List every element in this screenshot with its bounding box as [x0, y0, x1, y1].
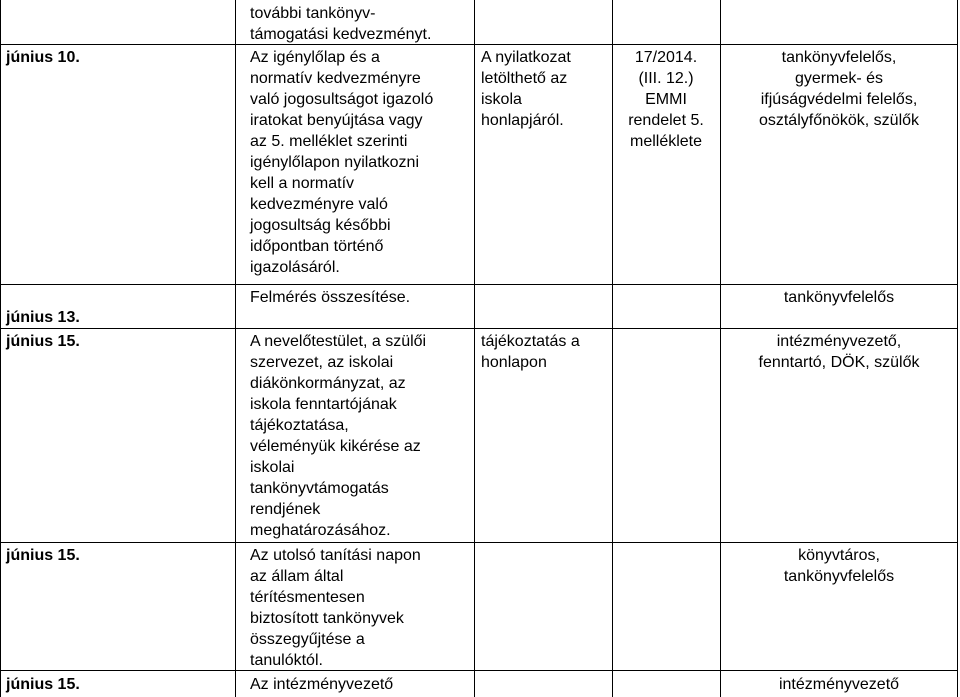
table-cell-activity: további tankönyv- támogatási kedvezményt. [250, 5, 432, 43]
table-cell-date: június 15. [6, 333, 80, 350]
table-cell-date: június 15. [6, 547, 80, 564]
table-cell-responsible: intézményvezető, fenntartó, DÖK, szülők [758, 333, 920, 371]
column-divider [474, 0, 475, 697]
row-divider [0, 670, 958, 671]
table-cell-date: június 10. [6, 49, 80, 66]
table-cell-responsible: tankönyvfelelős, gyermek- és ifjúságvédelmi felelős, osztályfőnökök, szülők [758, 49, 920, 129]
table-cell-method: A nyilatkozat letölthető az iskola honlapjáról. [481, 49, 571, 129]
row-divider [0, 284, 958, 285]
table-cell-law: 17/2014. (III. 12.) EMMI rendelet 5. melléklete [628, 49, 704, 150]
table-cell-responsible: intézményvezető [778, 676, 900, 693]
table-cell-activity: Az intézményvezető [250, 676, 394, 693]
column-divider [235, 0, 236, 697]
table-border-right [957, 0, 958, 697]
table-cell-date: június 13. [6, 309, 80, 326]
table-border-left [0, 0, 1, 697]
table-cell-activity: Az utolsó tanítási napon az állam által térítésmentesen biztosított tankönyvek összegyűjtése a tanulóktól. [250, 547, 421, 669]
table-cell-responsible: könyvtáros, tankönyvfelelős [783, 547, 895, 585]
row-divider [0, 542, 958, 543]
table-cell-responsible: tankönyvfelelős [783, 289, 895, 306]
table-cell-date: június 15. [6, 676, 80, 693]
row-divider [0, 44, 958, 45]
table-cell-method: tájékoztatás a honlapon [481, 333, 580, 371]
table-cell-activity: Felmérés összesítése. [250, 289, 411, 306]
table-cell-activity: Az igénylőlap és a normatív kedvezményre való jogosultságot igazoló iratokat benyújtása vagy az 5. melléklet szerinti igénylőlapon nyilatkozni kell a normatív kedvezményre való jogosultság későbbi időpontban történő igazolásáról. [250, 49, 434, 276]
row-divider [0, 328, 958, 329]
table-cell-activity: A nevelőtestület, a szülői szervezet, az iskolai diákönkormányzat, az iskola fenntartójának tájékoztatása, véleményük kikérése az iskolai tankönyvtámogatás rendjének meghatározásához. [250, 333, 427, 539]
